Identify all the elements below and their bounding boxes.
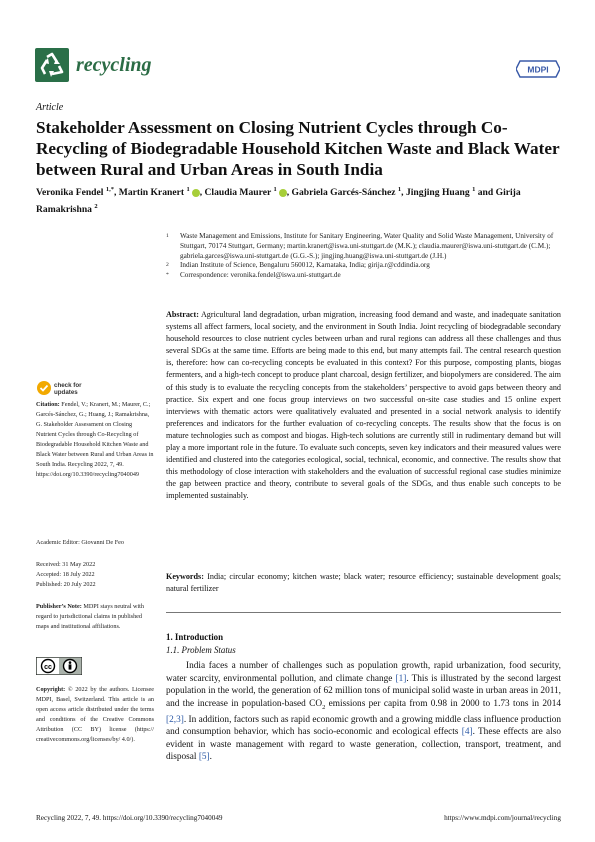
orcid-icon[interactable] bbox=[279, 189, 287, 197]
reference-link[interactable]: [4] bbox=[461, 727, 473, 738]
section-heading: 1. Introduction bbox=[166, 632, 224, 642]
author-list: Veronika Fendel $^{1,*}$, Martin Kranert $^1$ , Claudia Maurer $^1$ , Gabriela Garcés-Sánchez $^1$, Jingjing Huang $^1$ and Girija Ramakrishna $^2$ bbox=[36, 186, 521, 216]
affiliation bbox=[166, 261, 561, 271]
author[interactable]: Martin Kranert bbox=[118, 187, 185, 199]
copyright-text: © 2022 by the authors. Licensee MDPI, Basel, Switzerland. This article is an open access article distributed under the terms and conditions of the Creative Commons Attribution (CC BY) license (https:// creativecommons.org/licenses/by/ 4.0/). bbox=[36, 686, 154, 743]
check-updates-icon bbox=[37, 381, 51, 395]
svg-text:updates: updates bbox=[54, 389, 78, 396]
affiliation-text: Indian Institute of Science, Bengaluru 560012, Karnataka, India; girija.r@cddindia.org bbox=[180, 261, 430, 270]
citation-label: Citation: bbox=[36, 401, 60, 408]
reference-link[interactable]: [1] bbox=[395, 673, 407, 684]
affiliations bbox=[166, 232, 561, 281]
journal-logo bbox=[35, 48, 69, 82]
publisher-note bbox=[36, 602, 154, 632]
subsection-heading: 1.1. Problem Status bbox=[166, 645, 236, 655]
author[interactable]: Gabriela Garcés-Sánchez bbox=[291, 187, 396, 199]
reference-link[interactable]: [2,3] bbox=[166, 714, 184, 725]
affiliation-mark: * bbox=[166, 272, 169, 279]
received-date: Received: 31 May 2022 bbox=[36, 561, 96, 568]
author[interactable]: Jingjing Huang bbox=[405, 187, 470, 199]
author-affiliation-mark: 2 bbox=[94, 203, 98, 211]
keywords-text: India; circular economy; kitchen waste; black water; resource efficiency; sustainable development goals; natural fertilizer bbox=[166, 572, 561, 594]
citation-block bbox=[36, 400, 154, 480]
svg-text:check for: check for bbox=[54, 382, 82, 389]
author-affiliation-mark: 1,* bbox=[105, 186, 114, 193]
svg-text:MDPI: MDPI bbox=[527, 64, 549, 75]
recycle-icon bbox=[35, 48, 69, 82]
pubnote-text: MDPI stays neutral with regard to jurisdictional claims in published maps and institutional affiliations. bbox=[36, 603, 144, 630]
author-affiliation-mark: 1 bbox=[273, 186, 277, 193]
affiliation-text: Waste Management and Emissions, Institute for Sanitary Engineering, Water Quality and Solid Waste Management, University of Stuttgart, 70174 Stuttgart, Germany; martin.kranert@iswa.uni-stuttgart.de (M.K.); claudia.maurer@iswa.uni-stuttgart.de (C.M.); gabriela.garces@iswa.uni-stuttgart.de (G.G.-S.); jingjing.huang@iswa.uni-stuttgart.de (J.H.) bbox=[180, 232, 554, 260]
author[interactable]: Claudia Maurer bbox=[204, 187, 272, 199]
svg-text:cc: cc bbox=[44, 663, 52, 671]
footer-journal-url[interactable]: https://www.mdpi.com/journal/recycling bbox=[444, 814, 561, 822]
mdpi-logo bbox=[516, 59, 560, 79]
affiliation-mark: 1 bbox=[166, 233, 169, 239]
pubnote-label: Publisher’s Note: bbox=[36, 603, 82, 610]
affiliation-text: Correspondence: veronika.fendel@iswa.uni-stuttgart.de bbox=[180, 271, 341, 280]
academic-editor: Academic Editor: Giovanni De Feo bbox=[36, 539, 124, 546]
author-affiliation-mark: 1 bbox=[397, 186, 402, 193]
abstract bbox=[166, 309, 561, 503]
journal-name: recycling bbox=[76, 54, 152, 76]
keywords bbox=[166, 571, 561, 595]
intro-paragraph: India faces a number of challenges such as population growth, rapid urbanization, food security, water scarcity, environmental pollution, and climate change [1]. This is illustrated by the second largest population in the world, the generation of 62 million tons of municipal solid waste in urban areas in 2011, and the increase in population-based $CO_2$ emissions per capita from 0.98 in 2000 to 1.73 tons in 2014 [2,3]. In addition, factors such as rapid economic growth and a growing middle class influence production and consumption behavior, which has socio-economic and ecological effects [4]. These effects are also evident in waste management with regard to waste generation, collection, transport, treatment, and disposal [5]. bbox=[166, 661, 561, 763]
article-type: Article bbox=[36, 102, 64, 113]
copyright-block bbox=[36, 685, 154, 745]
keywords-label: Keywords: bbox=[166, 572, 204, 581]
citation-text[interactable]: Fendel, V.; Kranert, M.; Maurer, C.; Garcés-Sánchez, G.; Huang, J.; Ramakrishna, G. Stakeholder Assessment on Closing Nutrient Cycles through Co-Recycling of Biodegradable Household Kitchen Waste and Black Water between Rural and Urban Areas in South India. Recycling 2022, 7, 49. https://doi.org/10.3390/recycling7040049 bbox=[36, 401, 154, 478]
orcid-icon[interactable] bbox=[192, 189, 200, 197]
dates-block bbox=[36, 560, 154, 590]
affiliation bbox=[166, 271, 561, 281]
reference-link[interactable]: [5] bbox=[198, 752, 210, 763]
author[interactable]: Veronika Fendel bbox=[36, 187, 104, 199]
cc-by-license-icon[interactable] bbox=[36, 657, 82, 675]
author[interactable]: Girija Ramakrishna bbox=[36, 187, 521, 216]
accepted-date: Accepted: 18 July 2022 bbox=[36, 571, 95, 578]
author-affiliation-mark: 1 bbox=[186, 186, 190, 193]
published-date: Published: 20 July 2022 bbox=[36, 581, 96, 588]
check-for-updates-badge[interactable] bbox=[36, 378, 96, 398]
author-affiliation-mark: 1 bbox=[472, 186, 476, 193]
copyright-label: Copyright: bbox=[36, 686, 66, 693]
affiliation-mark: 2 bbox=[166, 262, 169, 269]
affiliation bbox=[166, 232, 561, 261]
divider bbox=[166, 612, 561, 613]
abstract-text: Agricultural land degradation, urban migration, increasing food demand and waste, and inadequate sanitation systems all affect farmers, local society, and the environment in South India. Joint recycling of biodegradable secondary household resources to close nutrient cycles between urban and rural regions can address all these challenges and thus several SDGs at the same time. Efforts are being made to this end, but many attempts fail. The central research question is, therefore: how can co-recycling concepts be evaluated in this context? For this purpose, composting plants, biogas fermenters, and a high-tech concept to produce plant charcoal, design fertilizer, and biopolymers are considered. The aim of this study is to evaluate the recycling concepts from the stakeholders’ perspective to avoid gaps between theory and practice. Six expert and one focus group interviews on two successful on-site case studies and 15 online expert interviews with thematic actors were qualitatively evaluated and presented in a social network analysis to identify preferences and indicators for the further evaluation of co-recycling concepts. The results show that the focus is on mature technologies such as compost and biogas. High-tech solutions are currently still in rudimentary demand but will play a more important role in the future. To evaluate such concepts, seven key indicators and their measured values were identified and clustered into the categories ecological, social, technical, economic, and connective. The results show that this methodology of close interaction with stakeholders and the evaluation of successful regional case studies minimize the gap between practice and theory, contribute to several goals of the SDGs, and thus enable such concepts to be implemented sustainably. bbox=[166, 310, 561, 501]
footer-citation[interactable]: Recycling 2022, 7, 49. https://doi.org/10.3390/recycling7040049 bbox=[36, 814, 223, 822]
paper-title: Stakeholder Assessment on Closing Nutrient Cycles through Co-Recycling of Biodegradable Household Kitchen Waste and Black Water between Rural and Urban Areas in South India bbox=[36, 118, 560, 179]
abstract-label: Abstract: bbox=[166, 310, 199, 319]
